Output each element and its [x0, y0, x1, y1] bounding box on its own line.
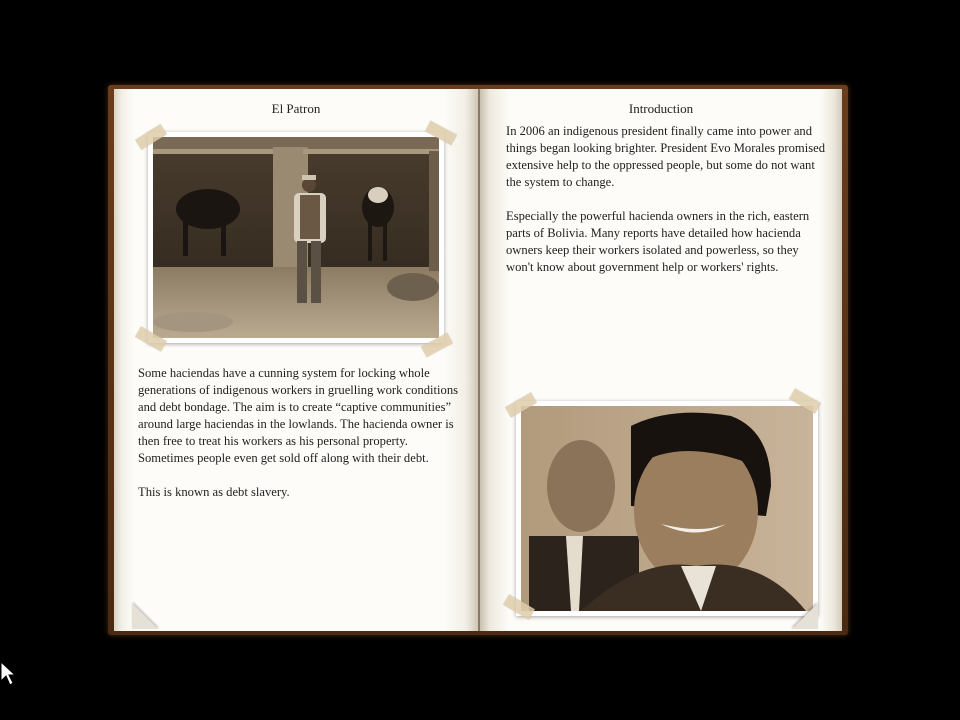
book	[108, 85, 848, 635]
left-paragraph-1: Some haciendas have a cunning system for locking whole generations of indigenous workers in gruelling work conditions and debt bondage. The aim is to create “captive communities” around large haciendas in the lowlands. The hacienda owner is then free to treat his workers as his personal property. Sometimes people even get sold off along with their debt.	[138, 366, 459, 465]
left-paragraph-2: This is known as debt slavery.	[138, 485, 290, 499]
right-page-title: Introduction	[628, 101, 694, 116]
right-page	[480, 89, 842, 631]
right-paragraph-1: In 2006 an indigenous president finally came into power and things began looking brighter. President Evo Morales promised extensive help to the oppressed people, but some do not want the system to change.	[506, 124, 825, 189]
left-page-title: El Patron	[271, 101, 321, 116]
hacienda-worker-image	[153, 137, 439, 338]
page-curl-icon[interactable]	[132, 603, 158, 629]
right-page-text	[506, 123, 826, 293]
right-paragraph-2: Especially the powerful hacienda owners in the rich, eastern parts of Bolivia. Many reports have detailed how hacienda owners keep their workers isolated and powerless, so they won't know about government help or workers' rights.	[506, 209, 810, 274]
president-portrait-image	[521, 406, 813, 611]
left-page	[114, 89, 478, 631]
arrow-cursor-icon	[0, 661, 16, 687]
left-page-text	[138, 365, 460, 518]
page-curl-icon[interactable]	[792, 603, 818, 629]
hacienda-worker-photo	[148, 132, 444, 343]
president-portrait-photo	[516, 401, 818, 616]
